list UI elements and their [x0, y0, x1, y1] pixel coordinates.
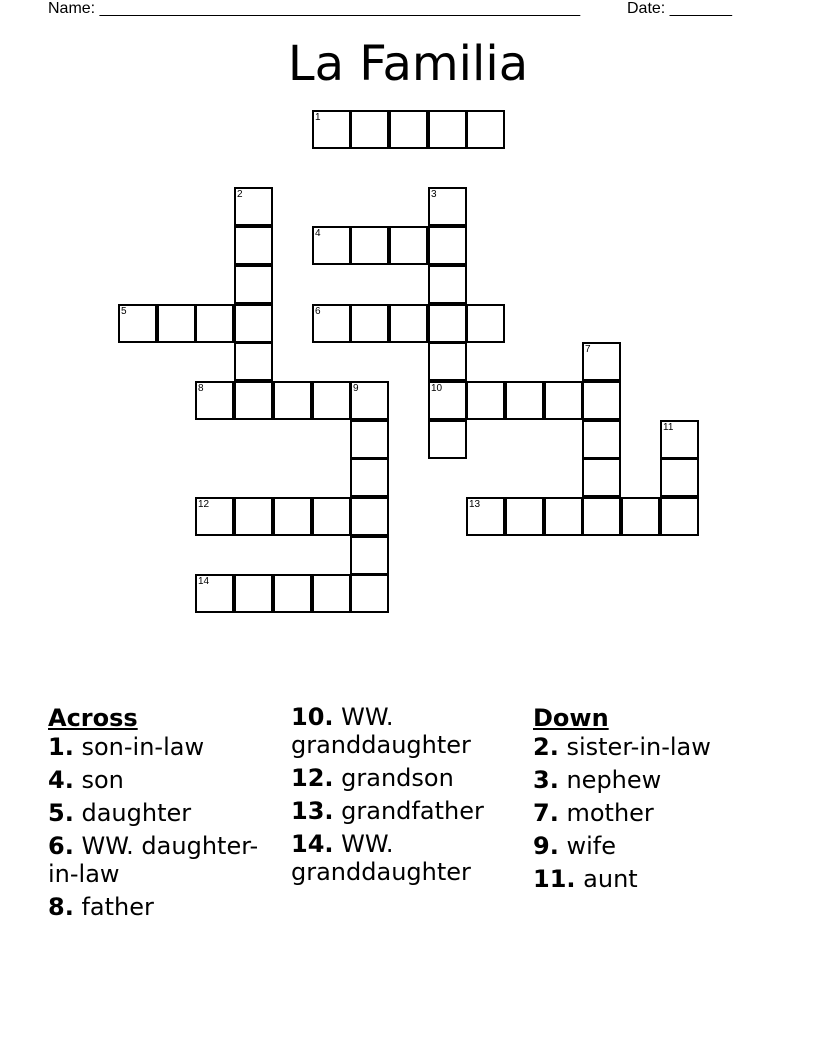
- grid-cell[interactable]: [234, 187, 273, 226]
- grid-cell[interactable]: [234, 497, 273, 536]
- clue-number: 14.: [291, 830, 334, 858]
- clue-item: [48, 766, 286, 794]
- clue-number: 10: [431, 383, 443, 394]
- grid-cell[interactable]: [389, 304, 428, 343]
- grid-cell[interactable]: [428, 304, 467, 343]
- name-field-label: Name: ______________________________________________________: [48, 0, 581, 17]
- clue-number: 9.: [533, 832, 559, 860]
- grid-cell[interactable]: [582, 342, 621, 381]
- clue-number: 12.: [291, 764, 334, 792]
- down-clue-list: [533, 733, 771, 893]
- grid-cell[interactable]: [350, 381, 389, 420]
- grid-cell[interactable]: [350, 226, 389, 265]
- grid-cell[interactable]: [350, 420, 389, 459]
- clue-text: daughter: [81, 799, 192, 827]
- clue-text: son: [81, 766, 124, 794]
- grid-cell[interactable]: [660, 458, 699, 497]
- clue-number: 8.: [48, 893, 74, 921]
- clue-number: 13: [469, 499, 481, 510]
- clue-number: 11.: [533, 865, 576, 893]
- grid-cell[interactable]: [389, 110, 428, 149]
- clue-item: [533, 733, 771, 761]
- clue-number: 12: [198, 499, 210, 510]
- clue-number: 6.: [48, 832, 74, 860]
- clue-number: 11: [663, 422, 674, 433]
- puzzle-title: La Familia: [287, 36, 529, 92]
- clue-text: son-in-law: [81, 733, 205, 761]
- grid-cell[interactable]: [428, 381, 467, 420]
- grid-cell[interactable]: [273, 381, 312, 420]
- grid-cell[interactable]: [350, 574, 389, 613]
- clue-number: 4.: [48, 766, 74, 794]
- grid-cell[interactable]: [234, 265, 273, 304]
- clue-number: 13.: [291, 797, 334, 825]
- clue-item: [48, 893, 286, 921]
- clue-item: [291, 830, 529, 886]
- clue-text: grandson: [341, 764, 454, 792]
- clue-number: 4: [315, 228, 321, 239]
- across-heading: Across: [48, 704, 138, 732]
- grid-cell[interactable]: [234, 381, 273, 420]
- clue-number: 2.: [533, 733, 559, 761]
- grid-cell[interactable]: [389, 226, 428, 265]
- grid-cell[interactable]: [312, 226, 351, 265]
- grid-cell[interactable]: [582, 497, 621, 536]
- clue-text: grandfather: [341, 797, 484, 825]
- grid-cell[interactable]: [466, 304, 505, 343]
- clue-number: 5.: [48, 799, 74, 827]
- grid-cell[interactable]: [195, 381, 234, 420]
- grid-cell[interactable]: [660, 420, 699, 459]
- across-clues-column: [48, 703, 286, 926]
- grid-cell[interactable]: [234, 304, 273, 343]
- grid-cell[interactable]: [350, 304, 389, 343]
- grid-cell[interactable]: [582, 420, 621, 459]
- clue-item: [533, 766, 771, 794]
- grid-cell[interactable]: [428, 342, 467, 381]
- grid-cell[interactable]: [273, 497, 312, 536]
- grid-cell[interactable]: [312, 381, 351, 420]
- clue-item: [48, 733, 286, 761]
- grid-cell[interactable]: [428, 110, 467, 149]
- grid-cell[interactable]: [621, 497, 660, 536]
- grid-cell[interactable]: [234, 226, 273, 265]
- grid-cell[interactable]: [350, 458, 389, 497]
- grid-cell[interactable]: [505, 497, 544, 536]
- clue-number: 9: [353, 383, 359, 394]
- grid-cell[interactable]: [544, 497, 583, 536]
- clue-text: aunt: [583, 865, 638, 893]
- grid-cell[interactable]: [118, 304, 157, 343]
- grid-cell[interactable]: [195, 497, 234, 536]
- across-clue-list-1: [48, 733, 286, 921]
- clue-number: 14: [198, 576, 210, 587]
- grid-cell[interactable]: [312, 497, 351, 536]
- clue-item: [533, 832, 771, 860]
- grid-cell[interactable]: [350, 110, 389, 149]
- across-clue-list-2: [291, 703, 529, 886]
- grid-cell[interactable]: [582, 458, 621, 497]
- clue-item: [291, 703, 529, 759]
- clue-number: 7.: [533, 799, 559, 827]
- clue-number: 3: [431, 189, 437, 200]
- clue-number: 8: [198, 383, 204, 394]
- clue-number: 2: [237, 189, 243, 200]
- grid-cell[interactable]: [312, 110, 351, 149]
- clue-number: 5: [121, 306, 127, 317]
- grid-cell[interactable]: [273, 574, 312, 613]
- down-heading: Down: [533, 704, 609, 732]
- across-clues-column-continued: [291, 703, 529, 891]
- clue-item: [533, 799, 771, 827]
- clue-item: [291, 797, 529, 825]
- clue-text: nephew: [566, 766, 662, 794]
- clue-text: sister-in-law: [566, 733, 711, 761]
- grid-cell[interactable]: [466, 497, 505, 536]
- grid-cell[interactable]: [195, 574, 234, 613]
- grid-cell[interactable]: [428, 187, 467, 226]
- clue-number: 7: [585, 344, 591, 355]
- clue-text: wife: [566, 832, 616, 860]
- clue-number: 1: [315, 112, 321, 123]
- grid-cell[interactable]: [312, 304, 351, 343]
- clue-number: 1.: [48, 733, 74, 761]
- grid-cell[interactable]: [428, 226, 467, 265]
- clue-text: WW. granddaughter: [291, 703, 471, 759]
- grid-cell[interactable]: [234, 574, 273, 613]
- grid-cell[interactable]: [466, 381, 505, 420]
- clue-item: [48, 799, 286, 827]
- clue-item: [48, 832, 286, 888]
- clue-text: father: [81, 893, 154, 921]
- grid-cell[interactable]: [428, 420, 467, 459]
- grid-cell[interactable]: [505, 381, 544, 420]
- grid-cell[interactable]: [544, 381, 583, 420]
- clue-text: WW. granddaughter: [291, 830, 471, 886]
- grid-cell[interactable]: [466, 110, 505, 149]
- clue-text: mother: [566, 799, 654, 827]
- grid-cell[interactable]: [195, 304, 234, 343]
- clue-number: 6: [315, 306, 321, 317]
- grid-cell[interactable]: [234, 342, 273, 381]
- clue-item: [291, 764, 529, 792]
- date-field-label: Date: _______: [627, 0, 732, 17]
- grid-cell[interactable]: [428, 265, 467, 304]
- grid-cell[interactable]: [350, 536, 389, 575]
- grid-cell[interactable]: [350, 497, 389, 536]
- clue-text: WW. daughter-in-law: [48, 832, 259, 888]
- clue-item: [533, 865, 771, 893]
- clue-number: 3.: [533, 766, 559, 794]
- grid-cell[interactable]: [312, 574, 351, 613]
- clue-number: 10.: [291, 703, 334, 731]
- grid-cell[interactable]: [582, 381, 621, 420]
- grid-cell[interactable]: [157, 304, 196, 343]
- grid-cell[interactable]: [660, 497, 699, 536]
- down-clues-column: [533, 703, 771, 898]
